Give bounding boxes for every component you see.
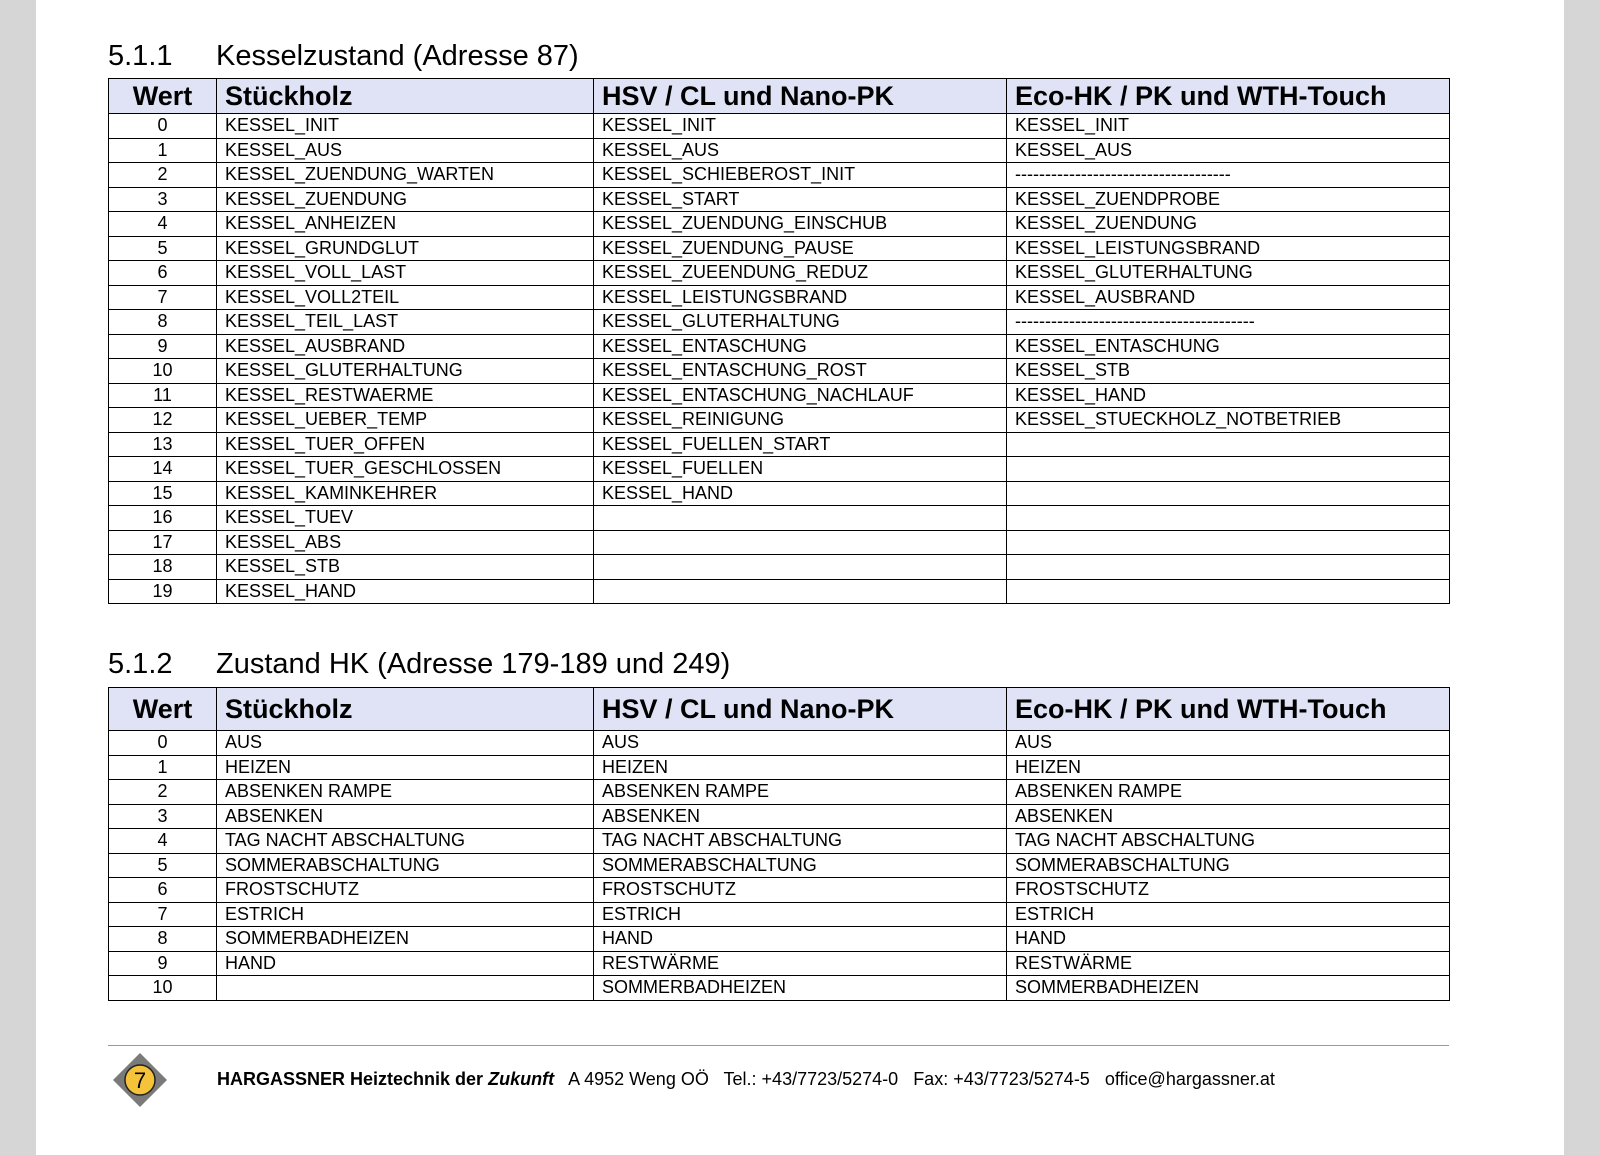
cell-wert: 5 [109,236,217,261]
cell-wert: 11 [109,383,217,408]
header-eco-hk-pk-wth-touch: Eco-HK / PK und WTH-Touch [1007,79,1450,114]
header-wert: Wert [109,688,217,731]
cell-hsv-cl-nano-pk: KESSEL_FUELLEN [594,457,1007,482]
cell-hsv-cl-nano-pk: SOMMERABSCHALTUNG [594,853,1007,878]
table-row [109,212,1450,237]
header-stueckholz: Stückholz [217,79,594,114]
cell-hsv-cl-nano-pk: KESSEL_SCHIEBEROST_INIT [594,163,1007,188]
table-row [109,731,1450,756]
table-body [109,731,1450,1001]
cell-hsv-cl-nano-pk: KESSEL_ENTASCHUNG [594,334,1007,359]
cell-wert: 3 [109,187,217,212]
cell-wert: 10 [109,976,217,1001]
cell-stueckholz: KESSEL_TUEV [217,506,594,531]
section-number: 5.1.1 [108,40,173,72]
cell-eco-hk-pk-wth-touch [1007,579,1450,604]
table-row [109,432,1450,457]
cell-eco-hk-pk-wth-touch: ABSENKEN RAMPE [1007,780,1450,805]
header-wert: Wert [109,79,217,114]
cell-wert: 12 [109,408,217,433]
table-row [109,902,1450,927]
section-number: 5.1.2 [108,648,173,680]
cell-wert: 6 [109,878,217,903]
section-title: Zustand HK (Adresse 179-189 und 249) [216,648,731,680]
cell-wert: 7 [109,902,217,927]
header-hsv-cl-nano-pk: HSV / CL und Nano-PK [594,688,1007,731]
table-row [109,187,1450,212]
table-row [109,755,1450,780]
cell-wert: 19 [109,579,217,604]
cell-stueckholz: KESSEL_TUER_GESCHLOSSEN [217,457,594,482]
cell-hsv-cl-nano-pk: KESSEL_REINIGUNG [594,408,1007,433]
cell-wert: 18 [109,555,217,580]
cell-stueckholz: KESSEL_ZUENDUNG_WARTEN [217,163,594,188]
cell-stueckholz: KESSEL_UEBER_TEMP [217,408,594,433]
cell-stueckholz: KESSEL_GRUNDGLUT [217,236,594,261]
cell-wert: 13 [109,432,217,457]
cell-wert: 15 [109,481,217,506]
cell-hsv-cl-nano-pk: HEIZEN [594,755,1007,780]
footer-contact [217,1069,1275,1090]
cell-stueckholz: ABSENKEN [217,804,594,829]
cell-hsv-cl-nano-pk: RESTWÄRME [594,951,1007,976]
zustand-hk-table [108,687,1450,1001]
cell-stueckholz: KESSEL_INIT [217,114,594,139]
cell-eco-hk-pk-wth-touch: ------------------------------------ [1007,163,1450,188]
cell-eco-hk-pk-wth-touch: KESSEL_ZUENDPROBE [1007,187,1450,212]
footer-tel: Tel.: +43/7723/5274-0 [723,1069,899,1089]
cell-wert: 2 [109,780,217,805]
cell-eco-hk-pk-wth-touch: KESSEL_INIT [1007,114,1450,139]
cell-eco-hk-pk-wth-touch: ---------------------------------------- [1007,310,1450,335]
table-row [109,976,1450,1001]
cell-stueckholz [217,976,594,1001]
table-row [109,853,1450,878]
cell-stueckholz: KESSEL_AUSBRAND [217,334,594,359]
cell-eco-hk-pk-wth-touch: AUS [1007,731,1450,756]
footer-brand-zukunft: Zukunft [488,1069,555,1089]
table-header-row [109,79,1450,114]
cell-stueckholz: KESSEL_ABS [217,530,594,555]
table-row [109,927,1450,952]
cell-wert: 10 [109,359,217,384]
table-row [109,951,1450,976]
table-row [109,334,1450,359]
header-eco-hk-pk-wth-touch: Eco-HK / PK und WTH-Touch [1007,688,1450,731]
cell-stueckholz: SOMMERABSCHALTUNG [217,853,594,878]
cell-eco-hk-pk-wth-touch: ESTRICH [1007,902,1450,927]
footer-divider [108,1045,1449,1046]
kesselzustand-table [108,78,1450,604]
cell-stueckholz: KESSEL_VOLL2TEIL [217,285,594,310]
cell-eco-hk-pk-wth-touch: KESSEL_HAND [1007,383,1450,408]
cell-eco-hk-pk-wth-touch: HEIZEN [1007,755,1450,780]
section-heading-kesselzustand [108,40,579,73]
cell-hsv-cl-nano-pk: KESSEL_ENTASCHUNG_ROST [594,359,1007,384]
table-row [109,829,1450,854]
header-stueckholz: Stückholz [217,688,594,731]
cell-eco-hk-pk-wth-touch [1007,432,1450,457]
table-row [109,261,1450,286]
cell-wert: 2 [109,163,217,188]
cell-stueckholz: KESSEL_ZUENDUNG [217,187,594,212]
cell-stueckholz: KESSEL_VOLL_LAST [217,261,594,286]
cell-wert: 5 [109,853,217,878]
cell-stueckholz: HEIZEN [217,755,594,780]
cell-stueckholz: TAG NACHT ABSCHALTUNG [217,829,594,854]
cell-hsv-cl-nano-pk: SOMMERBADHEIZEN [594,976,1007,1001]
page-badge-diamond-icon [112,1052,168,1108]
table-row [109,780,1450,805]
cell-hsv-cl-nano-pk: FROSTSCHUTZ [594,878,1007,903]
table-row [109,285,1450,310]
footer-email-link[interactable]: office@hargassner.at [1104,1069,1275,1089]
cell-hsv-cl-nano-pk: KESSEL_GLUTERHALTUNG [594,310,1007,335]
table-header-row [109,688,1450,731]
cell-hsv-cl-nano-pk: KESSEL_INIT [594,114,1007,139]
cell-eco-hk-pk-wth-touch: KESSEL_ZUENDUNG [1007,212,1450,237]
table-row [109,114,1450,139]
table-row [109,383,1450,408]
table-row [109,457,1450,482]
footer-brand: HARGASSNER Heiztechnik der [217,1069,484,1089]
cell-eco-hk-pk-wth-touch [1007,457,1450,482]
cell-eco-hk-pk-wth-touch: KESSEL_ENTASCHUNG [1007,334,1450,359]
cell-eco-hk-pk-wth-touch: SOMMERBADHEIZEN [1007,976,1450,1001]
table-row [109,506,1450,531]
cell-stueckholz: KESSEL_ANHEIZEN [217,212,594,237]
document-page [36,0,1564,1155]
cell-stueckholz: SOMMERBADHEIZEN [217,927,594,952]
table-row [109,138,1450,163]
table-body [109,114,1450,604]
table-row [109,359,1450,384]
cell-hsv-cl-nano-pk: ESTRICH [594,902,1007,927]
page-number-badge [112,1052,168,1108]
cell-eco-hk-pk-wth-touch: ABSENKEN [1007,804,1450,829]
cell-hsv-cl-nano-pk: KESSEL_ENTASCHUNG_NACHLAUF [594,383,1007,408]
cell-hsv-cl-nano-pk: TAG NACHT ABSCHALTUNG [594,829,1007,854]
cell-eco-hk-pk-wth-touch: SOMMERABSCHALTUNG [1007,853,1450,878]
cell-hsv-cl-nano-pk: HAND [594,927,1007,952]
cell-eco-hk-pk-wth-touch: RESTWÄRME [1007,951,1450,976]
cell-eco-hk-pk-wth-touch [1007,506,1450,531]
footer-address: A 4952 Weng OÖ [568,1069,709,1089]
cell-hsv-cl-nano-pk: ABSENKEN RAMPE [594,780,1007,805]
cell-eco-hk-pk-wth-touch: KESSEL_STUECKHOLZ_NOTBETRIEB [1007,408,1450,433]
cell-wert: 9 [109,334,217,359]
cell-hsv-cl-nano-pk [594,506,1007,531]
cell-eco-hk-pk-wth-touch [1007,530,1450,555]
table-row [109,408,1450,433]
cell-stueckholz: HAND [217,951,594,976]
cell-wert: 7 [109,285,217,310]
cell-stueckholz: KESSEL_KAMINKEHRER [217,481,594,506]
cell-stueckholz: KESSEL_RESTWAERME [217,383,594,408]
table-row [109,481,1450,506]
cell-hsv-cl-nano-pk: KESSEL_ZUENDUNG_PAUSE [594,236,1007,261]
cell-eco-hk-pk-wth-touch: KESSEL_GLUTERHALTUNG [1007,261,1450,286]
cell-eco-hk-pk-wth-touch: KESSEL_AUSBRAND [1007,285,1450,310]
cell-hsv-cl-nano-pk [594,579,1007,604]
section-title: Kesselzustand (Adresse 87) [216,40,579,72]
cell-hsv-cl-nano-pk: KESSEL_LEISTUNGSBRAND [594,285,1007,310]
cell-wert: 4 [109,212,217,237]
cell-wert: 1 [109,755,217,780]
cell-hsv-cl-nano-pk: ABSENKEN [594,804,1007,829]
cell-eco-hk-pk-wth-touch: KESSEL_STB [1007,359,1450,384]
cell-hsv-cl-nano-pk: KESSEL_ZUEENDUNG_REDUZ [594,261,1007,286]
cell-stueckholz: FROSTSCHUTZ [217,878,594,903]
cell-wert: 4 [109,829,217,854]
table-row [109,579,1450,604]
cell-wert: 3 [109,804,217,829]
cell-eco-hk-pk-wth-touch: HAND [1007,927,1450,952]
cell-wert: 16 [109,506,217,531]
cell-eco-hk-pk-wth-touch: KESSEL_AUS [1007,138,1450,163]
cell-stueckholz: ESTRICH [217,902,594,927]
table-row [109,236,1450,261]
table-row [109,878,1450,903]
cell-wert: 9 [109,951,217,976]
page-number: 7 [133,1068,147,1093]
cell-wert: 8 [109,927,217,952]
cell-wert: 8 [109,310,217,335]
cell-hsv-cl-nano-pk: KESSEL_HAND [594,481,1007,506]
cell-hsv-cl-nano-pk [594,530,1007,555]
cell-hsv-cl-nano-pk: KESSEL_FUELLEN_START [594,432,1007,457]
cell-eco-hk-pk-wth-touch [1007,481,1450,506]
cell-wert: 0 [109,114,217,139]
cell-stueckholz: KESSEL_TUER_OFFEN [217,432,594,457]
cell-stueckholz: KESSEL_HAND [217,579,594,604]
cell-hsv-cl-nano-pk: KESSEL_AUS [594,138,1007,163]
cell-hsv-cl-nano-pk: KESSEL_START [594,187,1007,212]
cell-wert: 17 [109,530,217,555]
cell-wert: 14 [109,457,217,482]
cell-wert: 6 [109,261,217,286]
cell-stueckholz: ABSENKEN RAMPE [217,780,594,805]
cell-wert: 0 [109,731,217,756]
cell-eco-hk-pk-wth-touch: TAG NACHT ABSCHALTUNG [1007,829,1450,854]
cell-hsv-cl-nano-pk: AUS [594,731,1007,756]
cell-eco-hk-pk-wth-touch: FROSTSCHUTZ [1007,878,1450,903]
cell-stueckholz: KESSEL_AUS [217,138,594,163]
cell-stueckholz: KESSEL_GLUTERHALTUNG [217,359,594,384]
header-hsv-cl-nano-pk: HSV / CL und Nano-PK [594,79,1007,114]
table-row [109,163,1450,188]
cell-stueckholz: KESSEL_STB [217,555,594,580]
cell-eco-hk-pk-wth-touch [1007,555,1450,580]
table-row [109,310,1450,335]
cell-stueckholz: KESSEL_TEIL_LAST [217,310,594,335]
cell-eco-hk-pk-wth-touch: KESSEL_LEISTUNGSBRAND [1007,236,1450,261]
table-row [109,804,1450,829]
table-row [109,555,1450,580]
section-heading-zustand-hk [108,648,730,681]
cell-stueckholz: AUS [217,731,594,756]
cell-wert: 1 [109,138,217,163]
cell-hsv-cl-nano-pk: KESSEL_ZUENDUNG_EINSCHUB [594,212,1007,237]
cell-hsv-cl-nano-pk [594,555,1007,580]
table-row [109,530,1450,555]
footer-fax: Fax: +43/7723/5274-5 [913,1069,1090,1089]
